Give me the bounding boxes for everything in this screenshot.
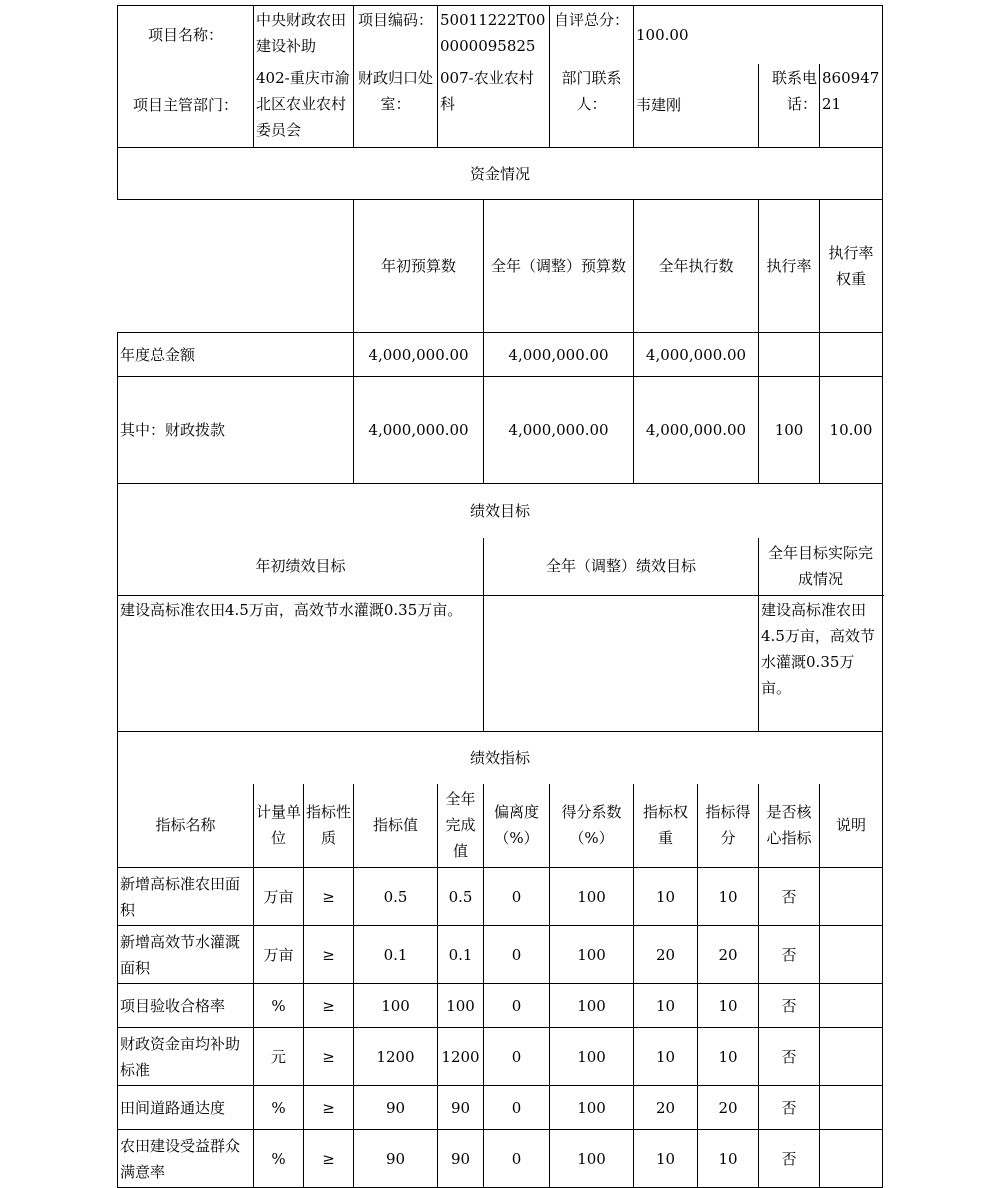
ind-name: 项目验收合格率 <box>118 984 254 1028</box>
ind-weight: 20 <box>634 1086 698 1130</box>
ind-target: 0.1 <box>354 926 438 984</box>
ind-deviation: 0 <box>484 868 550 926</box>
ind-nature: ≥ <box>304 984 354 1028</box>
ind-score: 10 <box>698 1130 759 1188</box>
self-score-value: 100.00 <box>634 6 883 64</box>
indicator-row <box>118 1086 883 1130</box>
goals-col-actual: 全年目标实际完成情况 <box>759 538 883 596</box>
ind-weight: 10 <box>634 1130 698 1188</box>
indicator-row <box>118 868 883 926</box>
ind-nature: ≥ <box>304 868 354 926</box>
funds-row-weight: 10.00 <box>820 377 883 484</box>
ind-coefficient: 100 <box>550 984 634 1028</box>
funds-row-executed: 4,000,000.00 <box>634 377 759 484</box>
funds-row-executed: 4,000,000.00 <box>634 333 759 377</box>
phone-value: 86094721 <box>820 64 883 148</box>
funds-row-label: 年度总金额 <box>118 333 354 377</box>
ind-col-unit: 计量单位 <box>254 784 304 868</box>
goals-adjusted-text <box>484 596 759 732</box>
ind-score: 20 <box>698 926 759 984</box>
indicator-row <box>118 984 883 1028</box>
ind-note <box>820 1086 883 1130</box>
ind-actual: 1200 <box>438 1028 484 1086</box>
ind-col-target: 指标值 <box>354 784 438 868</box>
funds-row-label: 其中：财政拨款 <box>118 377 354 484</box>
ind-deviation: 0 <box>484 1130 550 1188</box>
ind-nature: ≥ <box>304 1130 354 1188</box>
ind-coefficient: 100 <box>550 1028 634 1086</box>
ind-weight: 10 <box>634 984 698 1028</box>
project-code-label: 项目编码： <box>354 6 438 64</box>
finance-office-value: 007-农业农村科 <box>438 64 550 148</box>
dept-value: 402-重庆市渝北区农业农村委员会 <box>254 64 354 148</box>
ind-note <box>820 984 883 1028</box>
ind-note <box>820 868 883 926</box>
ind-core: 否 <box>759 868 820 926</box>
funds-row-rate <box>759 333 820 377</box>
ind-col-weight: 指标权重 <box>634 784 698 868</box>
ind-unit: % <box>254 1130 304 1188</box>
ind-deviation: 0 <box>484 926 550 984</box>
contact-label: 部门联系人： <box>550 64 634 148</box>
ind-core: 否 <box>759 926 820 984</box>
ind-col-nature: 指标性质 <box>304 784 354 868</box>
ind-core: 否 <box>759 984 820 1028</box>
ind-score: 20 <box>698 1086 759 1130</box>
self-score-label: 自评总分： <box>550 6 634 64</box>
ind-unit: 万亩 <box>254 926 304 984</box>
project-code-value: 50011222T000000095825 <box>438 6 550 64</box>
ind-nature: ≥ <box>304 1086 354 1130</box>
performance-self-evaluation-table <box>117 5 883 1188</box>
funds-row-adjusted: 4,000,000.00 <box>484 377 634 484</box>
ind-name: 新增高标准农田面积 <box>118 868 254 926</box>
funds-col-initial: 年初预算数 <box>354 200 484 333</box>
ind-name: 财政资金亩均补助标准 <box>118 1028 254 1086</box>
indicators-section-title: 绩效指标 <box>118 732 883 784</box>
indicator-row <box>118 1130 883 1188</box>
ind-core: 否 <box>759 1130 820 1188</box>
funds-col-adjusted: 全年（调整）预算数 <box>484 200 634 333</box>
goals-actual-text: 建设高标准农田4.5万亩，高效节水灌溉0.35万亩。 <box>759 596 883 732</box>
funds-row-initial: 4,000,000.00 <box>354 333 484 377</box>
ind-actual: 0.1 <box>438 926 484 984</box>
ind-note <box>820 1130 883 1188</box>
ind-target: 100 <box>354 984 438 1028</box>
goals-initial-text: 建设高标准农田4.5万亩，高效节水灌溉0.35万亩。 <box>118 596 484 732</box>
ind-target: 90 <box>354 1130 438 1188</box>
funds-col-executed: 全年执行数 <box>634 200 759 333</box>
ind-name: 田间道路通达度 <box>118 1086 254 1130</box>
ind-col-actual: 全年完成值 <box>438 784 484 868</box>
ind-actual: 90 <box>438 1130 484 1188</box>
ind-coefficient: 100 <box>550 1130 634 1188</box>
ind-col-core: 是否核心指标 <box>759 784 820 868</box>
goals-col-initial: 年初绩效目标 <box>118 538 484 596</box>
ind-note <box>820 926 883 984</box>
ind-unit: % <box>254 1086 304 1130</box>
indicators-body <box>118 868 883 1188</box>
funds-row-rate: 100 <box>759 377 820 484</box>
funds-row-weight <box>820 333 883 377</box>
ind-nature: ≥ <box>304 1028 354 1086</box>
ind-target: 1200 <box>354 1028 438 1086</box>
ind-col-note: 说明 <box>820 784 883 868</box>
ind-col-deviation: 偏离度（%） <box>484 784 550 868</box>
ind-actual: 100 <box>438 984 484 1028</box>
ind-col-score: 指标得分 <box>698 784 759 868</box>
funds-col-weight: 执行率权重 <box>820 200 883 333</box>
finance-office-label: 财政归口处室： <box>354 64 438 148</box>
funds-row-initial: 4,000,000.00 <box>354 377 484 484</box>
ind-nature: ≥ <box>304 926 354 984</box>
project-name-value: 中央财政农田建设补助 <box>254 6 354 64</box>
ind-coefficient: 100 <box>550 926 634 984</box>
ind-unit: 元 <box>254 1028 304 1086</box>
ind-weight: 10 <box>634 868 698 926</box>
ind-unit: % <box>254 984 304 1028</box>
ind-deviation: 0 <box>484 1028 550 1086</box>
ind-target: 0.5 <box>354 868 438 926</box>
ind-score: 10 <box>698 984 759 1028</box>
ind-actual: 0.5 <box>438 868 484 926</box>
ind-col-coefficient: 得分系数（%） <box>550 784 634 868</box>
funds-row <box>118 377 883 484</box>
ind-core: 否 <box>759 1028 820 1086</box>
contact-value: 韦建刚 <box>634 64 759 148</box>
ind-score: 10 <box>698 868 759 926</box>
ind-actual: 90 <box>438 1086 484 1130</box>
ind-coefficient: 100 <box>550 868 634 926</box>
indicator-row <box>118 926 883 984</box>
goals-col-adjusted: 全年（调整）绩效目标 <box>484 538 759 596</box>
funds-col-rate: 执行率 <box>759 200 820 333</box>
dept-label: 项目主管部门： <box>118 64 254 148</box>
ind-score: 10 <box>698 1028 759 1086</box>
funds-row-adjusted: 4,000,000.00 <box>484 333 634 377</box>
ind-weight: 20 <box>634 926 698 984</box>
funds-section-title: 资金情况 <box>118 148 883 200</box>
ind-col-name: 指标名称 <box>118 784 254 868</box>
funds-row <box>118 333 883 377</box>
funds-header-blank <box>118 200 354 333</box>
ind-target: 90 <box>354 1086 438 1130</box>
ind-deviation: 0 <box>484 984 550 1028</box>
indicator-row <box>118 1028 883 1086</box>
goals-section-title: 绩效目标 <box>118 484 883 538</box>
phone-label: 联系电话： <box>759 64 820 148</box>
ind-name: 新增高效节水灌溉面积 <box>118 926 254 984</box>
ind-deviation: 0 <box>484 1086 550 1130</box>
ind-coefficient: 100 <box>550 1086 634 1130</box>
ind-note <box>820 1028 883 1086</box>
ind-unit: 万亩 <box>254 868 304 926</box>
ind-weight: 10 <box>634 1028 698 1086</box>
ind-core: 否 <box>759 1086 820 1130</box>
ind-name: 农田建设受益群众满意率 <box>118 1130 254 1188</box>
project-name-label: 项目名称： <box>118 6 254 64</box>
